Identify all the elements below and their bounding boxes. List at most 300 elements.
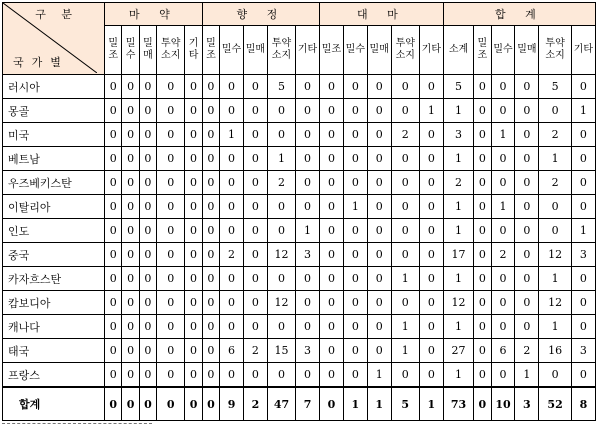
count-cell: 0: [474, 315, 491, 339]
sub-header-label: 밀조: [108, 38, 119, 61]
count-cell: 73: [443, 387, 473, 421]
sub-header-label: 밀수: [221, 44, 242, 55]
count-cell: 6: [491, 339, 515, 363]
count-cell: 3: [515, 387, 539, 421]
count-cell: 1: [391, 339, 419, 363]
count-cell: 1: [419, 99, 443, 123]
total-label: 합계: [3, 387, 105, 421]
count-cell: 0: [243, 243, 267, 267]
count-cell: 0: [320, 219, 344, 243]
sub-header-cell: [343, 26, 367, 75]
count-cell: 0: [220, 267, 244, 291]
count-cell: 0: [105, 291, 122, 315]
count-cell: 0: [367, 195, 391, 219]
count-cell: 0: [367, 219, 391, 243]
count-cell: 0: [320, 363, 344, 388]
count-cell: 3: [571, 339, 595, 363]
count-cell: 0: [185, 291, 202, 315]
count-cell: 0: [296, 99, 320, 123]
sub-header-cell: [105, 26, 122, 75]
count-cell: 0: [571, 147, 595, 171]
count-cell: 0: [419, 219, 443, 243]
header-row-groups: [3, 3, 596, 26]
group-header-psychotropic: 향 정: [202, 3, 319, 26]
count-cell: 1: [443, 315, 473, 339]
sub-header-cell: [539, 26, 572, 75]
count-cell: 0: [157, 219, 185, 243]
count-cell: 2: [220, 243, 244, 267]
count-cell: 0: [185, 147, 202, 171]
count-cell: 0: [296, 267, 320, 291]
sub-header-label: 기타: [421, 44, 441, 55]
count-cell: 0: [122, 147, 139, 171]
count-cell: 2: [391, 123, 419, 147]
count-cell: 0: [105, 171, 122, 195]
count-cell: 0: [105, 99, 122, 123]
count-cell: 0: [571, 267, 595, 291]
count-cell: 3: [296, 339, 320, 363]
count-cell: 1: [571, 99, 595, 123]
count-cell: 1: [491, 195, 515, 219]
count-cell: 0: [243, 195, 267, 219]
count-cell: 2: [515, 339, 539, 363]
count-cell: 0: [474, 171, 491, 195]
count-cell: 0: [571, 123, 595, 147]
count-cell: 0: [139, 219, 156, 243]
count-cell: 3: [571, 243, 595, 267]
count-cell: 7: [296, 387, 320, 421]
count-cell: 0: [491, 363, 515, 388]
count-cell: 0: [139, 99, 156, 123]
sub-header-label: 기타: [297, 44, 318, 55]
table-row: [3, 75, 596, 99]
sub-header-label: 기타: [188, 38, 199, 61]
count-cell: 0: [202, 315, 219, 339]
count-cell: 0: [185, 219, 202, 243]
count-cell: 0: [185, 267, 202, 291]
sub-header-cell: [157, 26, 185, 75]
count-cell: 0: [139, 339, 156, 363]
count-cell: 0: [515, 267, 539, 291]
count-cell: 0: [202, 75, 219, 99]
count-cell: 0: [491, 147, 515, 171]
count-cell: 0: [267, 219, 295, 243]
count-cell: 0: [491, 219, 515, 243]
country-name: 카자흐스탄: [3, 267, 105, 291]
count-cell: 9: [220, 387, 244, 421]
count-cell: 0: [320, 291, 344, 315]
count-cell: 0: [296, 123, 320, 147]
count-cell: 0: [391, 75, 419, 99]
count-cell: 0: [267, 267, 295, 291]
count-cell: 0: [243, 147, 267, 171]
count-cell: 0: [474, 147, 491, 171]
count-cell: 0: [515, 195, 539, 219]
count-cell: 0: [343, 267, 367, 291]
count-cell: 0: [105, 147, 122, 171]
count-cell: 0: [185, 339, 202, 363]
count-cell: 0: [539, 363, 572, 388]
sub-header-label: 밀매: [143, 38, 153, 61]
count-cell: 0: [367, 267, 391, 291]
group-header-cannabis: 대 마: [320, 3, 444, 26]
sub-header-cell: [220, 26, 244, 75]
count-cell: 5: [539, 75, 572, 99]
count-cell: 0: [105, 267, 122, 291]
count-cell: 0: [474, 195, 491, 219]
count-cell: 0: [515, 99, 539, 123]
footnote-line: [2, 420, 202, 428]
corner-header-cell: [3, 3, 105, 75]
count-cell: 0: [320, 195, 344, 219]
country-name: 베트남: [3, 147, 105, 171]
count-cell: 0: [320, 339, 344, 363]
count-cell: 5: [267, 75, 295, 99]
count-cell: 1: [491, 123, 515, 147]
count-cell: 1: [367, 363, 391, 388]
count-cell: 0: [296, 363, 320, 388]
count-cell: 0: [105, 75, 122, 99]
count-cell: 0: [185, 75, 202, 99]
count-cell: 0: [391, 219, 419, 243]
count-cell: 0: [139, 171, 156, 195]
count-cell: 1: [391, 267, 419, 291]
country-name: 우즈베키스탄: [3, 171, 105, 195]
count-cell: 0: [320, 171, 344, 195]
count-cell: 0: [122, 363, 139, 388]
count-cell: 0: [474, 99, 491, 123]
count-cell: 16: [539, 339, 572, 363]
table-row: [3, 99, 596, 123]
sub-header-label: 투약소지: [161, 38, 181, 61]
count-cell: 0: [296, 291, 320, 315]
count-cell: 0: [343, 171, 367, 195]
count-cell: 0: [474, 363, 491, 388]
count-cell: 0: [202, 123, 219, 147]
count-cell: 0: [139, 387, 156, 421]
count-cell: 8: [571, 387, 595, 421]
count-cell: 0: [139, 123, 156, 147]
table-row: [3, 147, 596, 171]
count-cell: 0: [491, 315, 515, 339]
count-cell: 0: [571, 75, 595, 99]
country-name: 인도: [3, 219, 105, 243]
count-cell: 1: [539, 147, 572, 171]
count-cell: 0: [320, 267, 344, 291]
sub-header-cell: [320, 26, 344, 75]
country-name: 이탈리아: [3, 195, 105, 219]
count-cell: 0: [419, 147, 443, 171]
count-cell: 0: [185, 363, 202, 388]
count-cell: 0: [571, 315, 595, 339]
count-cell: 0: [220, 315, 244, 339]
count-cell: 0: [157, 315, 185, 339]
count-cell: 0: [474, 339, 491, 363]
count-cell: 0: [539, 219, 572, 243]
count-cell: 2: [539, 171, 572, 195]
sub-header-label: 밀매: [245, 44, 266, 55]
count-cell: 0: [474, 291, 491, 315]
count-cell: 0: [243, 75, 267, 99]
count-cell: 0: [122, 219, 139, 243]
count-cell: 0: [367, 123, 391, 147]
count-cell: 3: [443, 123, 473, 147]
count-cell: 15: [267, 339, 295, 363]
count-cell: 0: [539, 99, 572, 123]
country-name: 캄보디아: [3, 291, 105, 315]
count-cell: 0: [185, 243, 202, 267]
drug-crime-table-container: [2, 2, 596, 421]
count-cell: 0: [202, 387, 219, 421]
count-cell: 0: [202, 291, 219, 315]
count-cell: 0: [391, 243, 419, 267]
count-cell: 0: [474, 387, 491, 421]
count-cell: 0: [267, 195, 295, 219]
count-cell: 0: [391, 291, 419, 315]
count-cell: 0: [367, 339, 391, 363]
count-cell: 0: [122, 123, 139, 147]
table-row: [3, 123, 596, 147]
count-cell: 0: [419, 123, 443, 147]
count-cell: 0: [296, 147, 320, 171]
count-cell: 0: [419, 363, 443, 388]
count-cell: 0: [474, 243, 491, 267]
count-cell: 0: [157, 147, 185, 171]
sub-header-label: 밀매: [517, 44, 537, 55]
count-cell: 0: [343, 75, 367, 99]
count-cell: 0: [157, 387, 185, 421]
count-cell: 0: [139, 267, 156, 291]
count-cell: 0: [202, 195, 219, 219]
count-cell: 0: [391, 99, 419, 123]
count-cell: 1: [296, 219, 320, 243]
sub-header-label: 밀조: [477, 38, 488, 61]
count-cell: 0: [243, 123, 267, 147]
count-cell: 1: [419, 387, 443, 421]
count-cell: 1: [571, 219, 595, 243]
count-cell: 0: [267, 363, 295, 388]
count-cell: 0: [367, 75, 391, 99]
count-cell: 0: [157, 291, 185, 315]
corner-label-country: 국가별: [13, 56, 69, 69]
count-cell: 12: [443, 291, 473, 315]
count-cell: 0: [202, 219, 219, 243]
sub-header-cell: [267, 26, 295, 75]
count-cell: 0: [202, 171, 219, 195]
count-cell: 0: [105, 387, 122, 421]
count-cell: 0: [220, 99, 244, 123]
total-row: [3, 387, 596, 421]
count-cell: 0: [157, 195, 185, 219]
count-cell: 0: [185, 123, 202, 147]
count-cell: 0: [202, 243, 219, 267]
count-cell: 2: [491, 243, 515, 267]
count-cell: 0: [515, 75, 539, 99]
count-cell: 0: [491, 75, 515, 99]
count-cell: 0: [474, 75, 491, 99]
count-cell: 1: [443, 219, 473, 243]
count-cell: 0: [343, 339, 367, 363]
count-cell: 0: [185, 315, 202, 339]
count-cell: 0: [202, 339, 219, 363]
count-cell: 0: [139, 195, 156, 219]
count-cell: 0: [320, 147, 344, 171]
count-cell: 0: [157, 363, 185, 388]
table-row: [3, 195, 596, 219]
sub-header-cell: [122, 26, 139, 75]
count-cell: 0: [157, 339, 185, 363]
count-cell: 0: [343, 363, 367, 388]
count-cell: 0: [243, 99, 267, 123]
count-cell: 0: [157, 123, 185, 147]
count-cell: 0: [139, 291, 156, 315]
country-name: 미국: [3, 123, 105, 147]
sub-header-cell: [571, 26, 595, 75]
sub-header-cell: [515, 26, 539, 75]
count-cell: 1: [443, 99, 473, 123]
count-cell: 0: [515, 291, 539, 315]
count-cell: 0: [515, 243, 539, 267]
count-cell: 0: [139, 75, 156, 99]
count-cell: 0: [343, 123, 367, 147]
country-name: 태국: [3, 339, 105, 363]
group-header-narcotic: 마 약: [105, 3, 203, 26]
count-cell: 0: [105, 315, 122, 339]
count-cell: 2: [243, 339, 267, 363]
country-name: 프랑스: [3, 363, 105, 388]
country-name: 몽골: [3, 99, 105, 123]
count-cell: 0: [157, 75, 185, 99]
count-cell: 0: [139, 147, 156, 171]
count-cell: 0: [267, 315, 295, 339]
sub-header-label: 밀수: [493, 44, 513, 55]
count-cell: 0: [220, 75, 244, 99]
count-cell: 0: [296, 171, 320, 195]
count-cell: 0: [122, 339, 139, 363]
count-cell: 0: [122, 171, 139, 195]
count-cell: 0: [320, 75, 344, 99]
count-cell: 0: [320, 315, 344, 339]
count-cell: 0: [122, 75, 139, 99]
count-cell: 0: [343, 147, 367, 171]
count-cell: 0: [139, 243, 156, 267]
sub-header-label: 밀조: [206, 38, 216, 61]
count-cell: 0: [419, 267, 443, 291]
count-cell: 1: [539, 315, 572, 339]
sub-header-label: 밀매: [369, 44, 389, 55]
count-cell: 0: [105, 339, 122, 363]
count-cell: 2: [243, 387, 267, 421]
count-cell: 0: [367, 171, 391, 195]
table-body: [3, 75, 596, 421]
count-cell: 0: [419, 315, 443, 339]
group-header-total: 합 계: [443, 3, 595, 26]
count-cell: 0: [419, 75, 443, 99]
count-cell: 0: [139, 363, 156, 388]
count-cell: 1: [343, 387, 367, 421]
count-cell: 0: [391, 171, 419, 195]
count-cell: 0: [243, 363, 267, 388]
count-cell: 27: [443, 339, 473, 363]
sub-header-cell: [443, 26, 473, 75]
count-cell: 0: [367, 315, 391, 339]
count-cell: 0: [139, 315, 156, 339]
count-cell: 0: [391, 363, 419, 388]
sub-header-label: 소계: [448, 44, 469, 55]
count-cell: 0: [320, 243, 344, 267]
count-cell: 0: [202, 267, 219, 291]
count-cell: 0: [419, 195, 443, 219]
count-cell: 0: [157, 243, 185, 267]
count-cell: 0: [320, 123, 344, 147]
sub-header-label: 투약소지: [271, 38, 292, 61]
count-cell: 0: [220, 363, 244, 388]
count-cell: 3: [296, 243, 320, 267]
count-cell: 1: [443, 267, 473, 291]
count-cell: 0: [243, 291, 267, 315]
count-cell: 5: [443, 75, 473, 99]
count-cell: 47: [267, 387, 295, 421]
count-cell: 0: [571, 195, 595, 219]
count-cell: 0: [491, 291, 515, 315]
count-cell: 0: [202, 363, 219, 388]
count-cell: 0: [122, 195, 139, 219]
count-cell: 1: [539, 267, 572, 291]
count-cell: 2: [267, 171, 295, 195]
count-cell: 0: [571, 291, 595, 315]
count-cell: 0: [157, 171, 185, 195]
count-cell: 1: [367, 387, 391, 421]
count-cell: 0: [474, 267, 491, 291]
sub-header-cell: [419, 26, 443, 75]
table-row: [3, 339, 596, 363]
table-row: [3, 291, 596, 315]
count-cell: 6: [220, 339, 244, 363]
count-cell: 0: [296, 195, 320, 219]
count-cell: 12: [539, 243, 572, 267]
count-cell: 0: [515, 147, 539, 171]
count-cell: 0: [419, 339, 443, 363]
count-cell: 0: [243, 315, 267, 339]
sub-header-label: 밀조: [321, 44, 342, 55]
sub-header-cell: [202, 26, 219, 75]
count-cell: 1: [391, 315, 419, 339]
country-name: 러시아: [3, 75, 105, 99]
count-cell: 0: [343, 99, 367, 123]
count-cell: 0: [320, 387, 344, 421]
count-cell: 0: [122, 315, 139, 339]
footnote-dashes: [2, 423, 152, 425]
sub-header-cell: [391, 26, 419, 75]
count-cell: 0: [105, 195, 122, 219]
count-cell: 0: [243, 219, 267, 243]
count-cell: 2: [539, 123, 572, 147]
count-cell: 0: [491, 99, 515, 123]
count-cell: 0: [571, 171, 595, 195]
count-cell: 2: [443, 171, 473, 195]
count-cell: 0: [220, 291, 244, 315]
sub-header-label: 기타: [573, 44, 594, 55]
table-row: [3, 171, 596, 195]
count-cell: 0: [122, 243, 139, 267]
count-cell: 1: [343, 195, 367, 219]
count-cell: 0: [220, 219, 244, 243]
count-cell: 0: [491, 267, 515, 291]
count-cell: 0: [105, 243, 122, 267]
count-cell: 0: [185, 387, 202, 421]
count-cell: 0: [491, 171, 515, 195]
table-row: [3, 219, 596, 243]
